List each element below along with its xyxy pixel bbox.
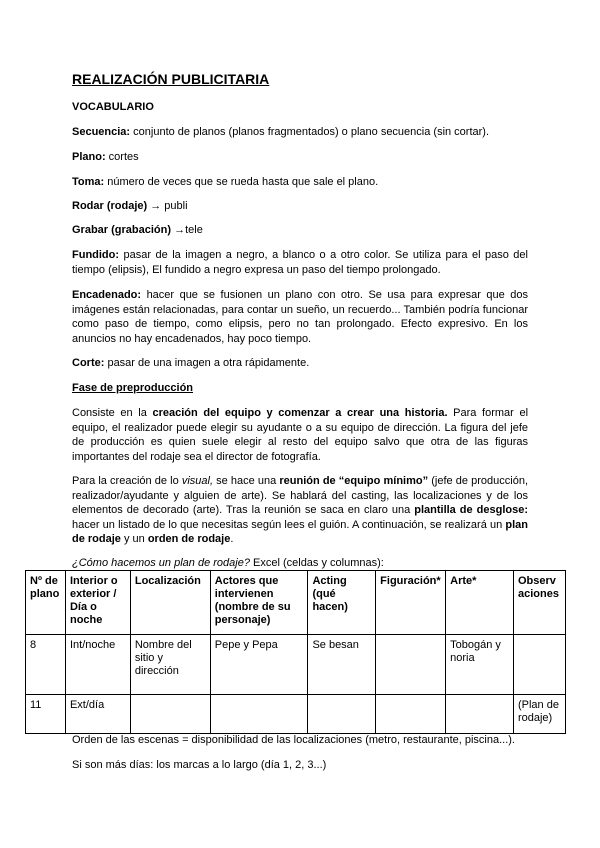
section-heading-preproduccion: Fase de preproducción [72, 382, 194, 394]
table-cell [376, 695, 446, 734]
table-cell [376, 635, 446, 695]
text: Consiste en la [72, 407, 153, 419]
table-cell [210, 695, 308, 734]
header-cell: Nº de plano [26, 571, 66, 635]
table-cell: Se besan [308, 635, 376, 695]
table-cell: (Plan de rodaje) [513, 695, 565, 734]
table-cell: 11 [26, 695, 66, 734]
plan-question [72, 556, 528, 571]
header-cell: Localización [130, 571, 210, 635]
term: Secuencia: [72, 126, 131, 138]
text: Excel (celdas y columnas): [249, 557, 384, 569]
text: se hace una [213, 475, 280, 487]
definition-corte [72, 356, 528, 371]
document-title: REALIZACIÓN PUBLICITARIA [72, 71, 270, 87]
definition-secuencia [72, 125, 528, 140]
table-cell: Nombre del sitio y dirección [130, 635, 210, 695]
term: Fundido: [72, 249, 120, 261]
paragraph-equipo [72, 406, 528, 464]
table-row [26, 635, 566, 695]
table-cell [513, 635, 565, 695]
definition-text: número de veces que se rueda hasta que sale el plano. [104, 176, 379, 188]
italic-text: ¿Cómo hacemos un plan de rodaje? [72, 557, 250, 569]
highlight: creación del equipo y comenzar a crear una historia. [152, 407, 448, 419]
italic-text: visual, [181, 475, 214, 487]
definition-toma [72, 175, 528, 190]
term: Plano: [72, 151, 106, 163]
highlight: orden de rodaje [147, 533, 231, 545]
definition-text: pasar de la imagen a negro, a blanco o a otro color. Se utiliza para el paso del tiempo (elipsis), El fundido a negro expresa un paso del tiempo prolongado. [72, 249, 528, 276]
definition-text: conjunto de planos (planos fragmentados) o plano secuencia (sin cortar). [130, 126, 490, 138]
header-cell: Figuración* [376, 571, 446, 635]
definition-plano [72, 150, 528, 165]
highlight: reunión de “equipo mínimo” [279, 475, 429, 487]
table-cell [130, 695, 210, 734]
header-cell: Acting (qué hacen) [308, 571, 376, 635]
definition-text: →tele [171, 224, 203, 236]
text: . [230, 533, 234, 545]
table-cell: Pepe y Pepa [210, 635, 308, 695]
definition-text: hacer que se fusionen un plano con otro. Se usa para expresar que dos imágenes están relacionadas, para contar un sueño, un recuerdo... También podría funcionar como paso de tiempo, como elipsis, pero no tan prolongado. Efecto expresivo. En los anuncios no hay encadenados, hay poco tiempo. [72, 289, 528, 345]
table-row [26, 695, 566, 734]
mas-dias-text: Si son más días: los marcas a lo largo (día 1, 2, 3...) [72, 759, 327, 771]
definition-encadenado [72, 288, 528, 346]
definition-grabar [72, 223, 528, 238]
plan-de-rodaje-table [25, 570, 566, 734]
term: Toma: [72, 176, 105, 188]
definition-rodar [72, 199, 528, 214]
vocabulary-heading: VOCABULARIO [72, 101, 154, 113]
text: hacer un listado de lo que necesitas según lees el guión. A continuación, se realizará un [72, 518, 506, 531]
definition-text: → publi [147, 200, 188, 212]
term: Grabar (grabación) [72, 224, 172, 236]
text: (jefe de producción, realizador/ayudante y alguien de arte). Se hablará del casting, las localizaciones y de los elementos de decorado (arte). Tras la reunión se saca en claro una [72, 475, 529, 516]
term: Rodar (rodaje) [72, 200, 148, 212]
text: Para formar el equipo, el realizador puede elegir su ayudante o a su equipo de dirección. La figura del jefe de producción es quien suele elegir al resto del equipo salvo que otra de las figuras importantes del rodaje sea el director de fotografía. [72, 407, 529, 463]
table-cell: Tobogán y noria [446, 635, 514, 695]
table-cell [446, 695, 514, 734]
definition-text: cortes [105, 151, 139, 163]
definition-fundido [72, 248, 528, 277]
header-cell: Observ aciones [513, 571, 565, 635]
table-header-row [26, 571, 566, 635]
table-cell [308, 695, 376, 734]
highlight: plan de rodaje [72, 518, 528, 545]
table-cell: Int/noche [65, 635, 130, 695]
table-cell: Ext/día [65, 695, 130, 734]
header-cell: Actores que intervienen (nombre de su personaje) [210, 571, 308, 635]
text: Para la creación de lo [72, 475, 182, 487]
term: Encadenado: [72, 289, 142, 301]
orden-escenas-text: Orden de las escenas = disponibilidad de las localizaciones (metro, restaurante, piscina...). [72, 734, 515, 746]
text: y un [120, 533, 148, 545]
header-cell: Arte* [446, 571, 514, 635]
paragraph-visual [72, 474, 528, 547]
highlight: plantilla de desglose: [414, 504, 528, 516]
header-cell: Interior o exterior / Día o noche [65, 571, 130, 635]
table-cell: 8 [26, 635, 66, 695]
term: Corte: [72, 357, 105, 369]
definition-text: pasar de una imagen a otra rápidamente. [104, 357, 310, 369]
